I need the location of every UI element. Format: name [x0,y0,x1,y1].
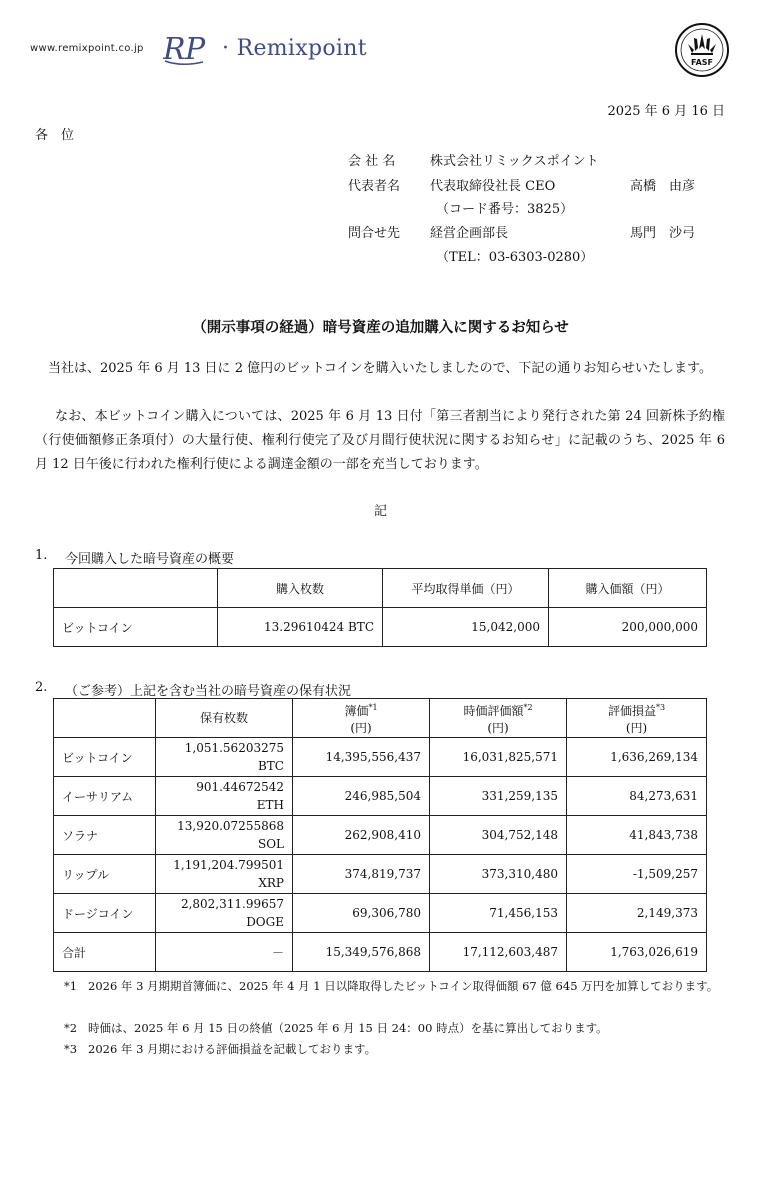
total-market-value-cell: 17,112,603,487 [430,933,567,972]
valuation-pl-header: 評価損益 [607,704,656,718]
table-row [54,608,707,647]
representative-title: 代表取締役社長 CEO [430,179,556,194]
amount-unit: DOGE [246,915,284,929]
table-header-cell: 購入価額（円） [549,569,707,608]
document-date: 2025 年 6 月 16 日 [607,104,725,119]
contact-title: 経営企画部長 [430,226,509,241]
document-title: （開示事項の経過）暗号資産の追加購入に関するお知らせ [192,320,569,336]
valuation-pl-cell: -1,509,257 [567,855,707,894]
book-value-cell: 69,306,780 [293,894,430,933]
total-valuation-pl-cell: 1,763,026,619 [567,933,707,972]
fasf-seal-icon [674,22,730,82]
book-value-cell: 262,908,410 [293,816,430,855]
purchase-amount-cell: 200,000,000 [549,608,707,647]
amount-unit: XRP [258,876,284,890]
total-amount-cell: － [156,933,293,972]
asset-name-cell: ソラナ [54,816,156,855]
footnote-text: 2026 年 3 月期期首簿価に、2025 年 4 月 1 日以降取得したビットコイン取得価額 67 億 645 万円を加算しております。 [88,979,719,993]
table-header-cell [293,699,430,738]
representative-label: 代表者名 [348,179,401,194]
section1-number: 1. [35,548,48,563]
contact-tel: （TEL：03-6303-0280） [436,250,594,265]
table-row [54,894,707,933]
total-label-cell: 合計 [54,933,156,972]
unit-label: (円) [487,721,509,735]
market-value-cell: 304,752,148 [430,816,567,855]
company-name: 株式会社リミックスポイント [430,154,599,169]
valuation-pl-cell: 84,273,631 [567,777,707,816]
asset-name-cell: ビットコイン [54,608,218,647]
purchase-table [53,568,707,647]
note-mark: *1 [368,703,378,712]
unit-label: (円) [625,721,648,735]
amount-unit: ETH [256,798,284,812]
amount-unit: BTC [257,759,284,773]
stock-code: （コード番号：3825） [436,202,574,217]
table-row [54,777,707,816]
footnote-text: 時価は、2025 年 6 月 15 日の終値（2025 年 6 月 15 日 24：00 時点）を基に算出しております。 [88,1021,608,1035]
section2-title: （ご参考）上記を含む当社の暗号資産の保有状況 [65,684,352,699]
recipients: 各 位 [35,128,75,143]
note-mark: *3 [655,703,666,712]
book-value-header: 簿価 [344,704,369,718]
contact-label: 問合せ先 [348,226,401,241]
book-value-cell: 246,985,504 [293,777,430,816]
table-row [54,816,707,855]
table-header-cell: 購入枚数 [218,569,383,608]
unit-label: (円) [350,721,372,735]
valuation-pl-cell: 41,843,738 [567,816,707,855]
table-row [54,738,707,777]
holding-amount-cell [156,777,293,816]
market-value-header: 時価評価額 [463,704,524,718]
book-value-cell: 374,819,737 [293,855,430,894]
table-header-cell: 平均取得単価（円） [383,569,549,608]
asset-name-cell: イーサリアム [54,777,156,816]
quantity-cell: 13.29610424 BTC [218,608,383,647]
holding-amount-cell [156,738,293,777]
unit-price-cell: 15,042,000 [383,608,549,647]
note-mark: *2 [523,703,533,712]
table-header-row [54,569,707,608]
amount-value: 1,191,204.799501 [173,858,284,872]
table-header-cell: 保有枚数 [156,699,293,738]
representative-name: 高橋 由彦 [630,179,696,194]
market-value-cell: 331,259,135 [430,777,567,816]
company-logo-text: · Remixpoint [222,36,367,61]
section1-title: 今回購入した暗号資産の概要 [65,552,235,567]
website-url: www.remixpoint.co.jp [30,43,144,54]
total-row [54,933,707,972]
svg-text:R: R [163,32,186,67]
footnote-mark: *2 [64,1021,78,1035]
contact-name: 馬門 沙弓 [630,226,696,241]
holding-amount-cell [156,855,293,894]
table-header-cell [54,699,156,738]
footnote-mark: *3 [64,1042,78,1056]
asset-name-cell: ビットコイン [54,738,156,777]
valuation-pl-cell: 1,636,269,134 [567,738,707,777]
valuation-pl-cell: 2,149,373 [567,894,707,933]
amount-unit: SOL [257,837,284,851]
market-value-cell: 71,456,153 [430,894,567,933]
holdings-table [53,698,707,972]
table-row [54,855,707,894]
total-book-value-cell: 15,349,576,868 [293,933,430,972]
amount-value: 2,802,311.99657 [180,897,284,911]
market-value-cell: 373,310,480 [430,855,567,894]
detail-paragraph: なお、本ビットコイン購入については、2025 年 6 月 13 日付「第三者割当により発行された第 24 回新株予約権（行使価額修正条項付）の大量行使、権利行使完了及び月間行使状況に関するお知らせ」に記載のうち、2025 年 6 月 12 日午後に行われた権利行使による調達金額の一部を充当しております。 [35,409,725,472]
amount-value: 1,051.56203275 [184,741,284,755]
asset-name-cell: リップル [54,855,156,894]
footnote-mark: *1 [64,979,78,993]
footnote-text: 2026 年 3 月期における評価損益を記載しております。 [88,1042,377,1056]
holding-amount-cell [156,894,293,933]
svg-text:P: P [185,32,206,67]
intro-paragraph: 当社は、2025 年 6 月 13 日に 2 億円のビットコインを購入いたしましたので、下記の通りお知らせいたします。 [48,361,712,376]
table-header-cell [430,699,567,738]
ki-heading: 記 [373,504,387,519]
section2-number: 2. [35,680,48,695]
remixpoint-logo-icon [163,29,221,73]
seal-text: FASF [691,58,713,67]
table-header-row [54,699,707,738]
company-name-label: 会 社 名 [348,154,396,169]
market-value-cell: 16,031,825,571 [430,738,567,777]
asset-name-cell: ドージコイン [54,894,156,933]
table-header-cell [567,699,707,738]
holding-amount-cell [156,816,293,855]
amount-value: 901.44672542 [196,780,284,794]
table-header-cell [54,569,218,608]
book-value-cell: 14,395,556,437 [293,738,430,777]
amount-value: 13,920.07255868 [177,819,284,833]
